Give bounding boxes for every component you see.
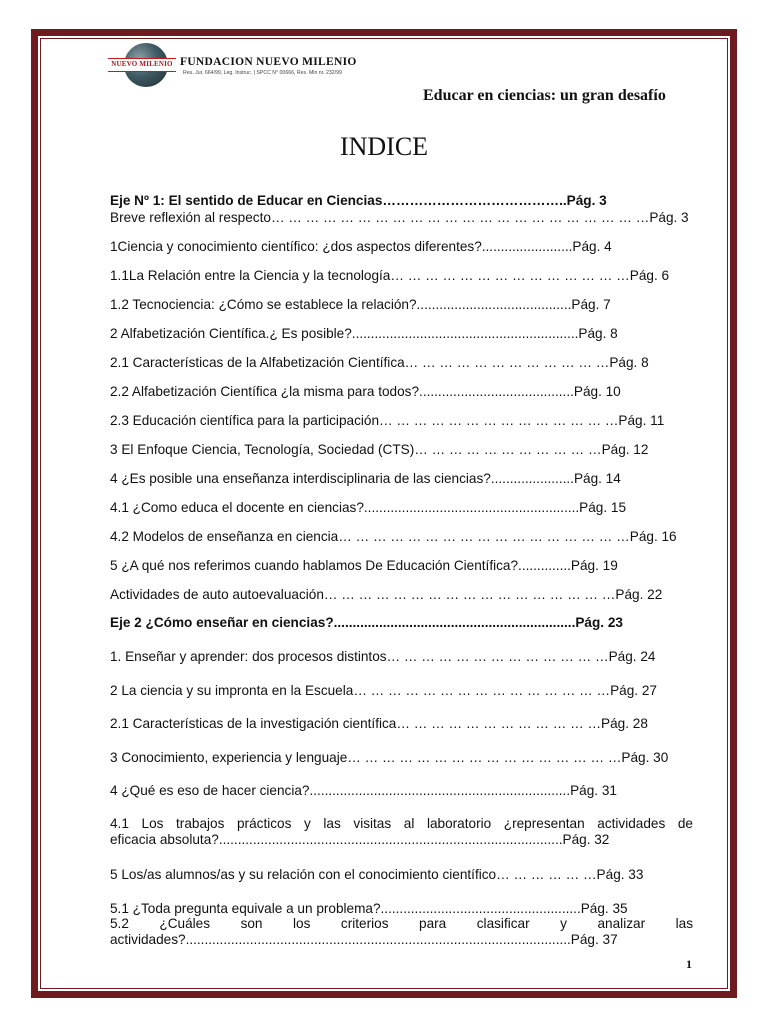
toc-entry: Actividades de auto autoevaluación… … … … … … … … … … … … … … … … …Pág. 22: [110, 587, 663, 602]
logo-band: NUEVO MILENIO: [108, 58, 176, 72]
toc-entry: [110, 916, 693, 948]
organization-name: FUNDACION NUEVO MILENIO: [180, 56, 357, 68]
toc-entry: [110, 816, 693, 848]
index-title: INDICE: [339, 132, 429, 161]
toc-entry: 2.3 Educación científica para la participación… … … … … … … … … … … … … …Pág. 11: [110, 413, 665, 428]
toc-entry-line: eficacia absoluta?...........................................................................................Pág. 32: [110, 832, 610, 847]
organization-registration: Res. Jur. 664/99, Leg. Instruc. | SPCC N° 00666, Res. Min nr. 232/99: [183, 70, 342, 76]
toc-entry-line: 5.2 ¿Cuáles son los criterios para clasificar y analizar las: [110, 916, 693, 931]
toc-entry: 1. Enseñar y aprender: dos procesos distintos… … … … … … … … … … … … …Pág. 24: [110, 649, 656, 664]
toc-entry: 2 Alfabetización Científica.¿ Es posible?............................................................Pág. 8: [110, 326, 618, 341]
toc-entry-line: 4.1 Los trabajos prácticos y las visitas al laboratorio ¿representan actividades de: [110, 816, 693, 831]
toc-entry: 2.2 Alfabetización Científica ¿la misma para todos?.........................................Pág. 10: [110, 384, 621, 399]
toc-entry: 1.1La Relación entre la Ciencia y la tecnología… … … … … … … … … … … … … …Pág. 6: [110, 268, 670, 283]
toc-entry: 4.1 ¿Como educa el docente en ciencias?.........................................................Pág. 15: [110, 500, 627, 515]
table-of-contents: [110, 0, 693, 1024]
page-number: 1: [686, 957, 692, 971]
toc-entry: 5 Los/as alumnos/as y su relación con el conocimiento científico… … … … … …Pág. 33: [110, 867, 644, 882]
toc-entry-line: actividades?......................................................................................................Pág. 37: [110, 932, 618, 947]
toc-entry: 5 ¿A qué nos referimos cuando hablamos De Educación Científica?..............Pág. 19: [110, 558, 618, 573]
course-title: Educar en ciencias: un gran desafío: [423, 87, 666, 104]
toc-entry: Eje Nº 1: El sentido de Educar en Ciencias…………………………………..Pág. 3: [110, 193, 607, 208]
toc-entry: 2.1 Características de la Alfabetización Científica… … … … … … … … … … … …Pág. 8: [110, 355, 649, 370]
toc-entry: 3 Conocimiento, experiencia y lenguaje… … … … … … … … … … … … … … … …Pág. 30: [110, 750, 669, 765]
toc-entry: Eje 2 ¿Cómo enseñar en ciencias?................................................................Pág. 23: [110, 615, 623, 630]
toc-entry: 2 La ciencia y su impronta en la Escuela… … … … … … … … … … … … … … …Pág. 27: [110, 683, 657, 698]
toc-entry: 3 El Enfoque Ciencia, Tecnología, Sociedad (CTS)… … … … … … … … … … …Pág. 12: [110, 442, 649, 457]
toc-entry: 1.2 Tecnociencia: ¿Cómo se establece la relación?.........................................Pág. 7: [110, 297, 611, 312]
toc-entry: 1Ciencia y conocimiento científico: ¿dos aspectos diferentes?........................Pág. 4: [110, 239, 612, 254]
toc-entry: 4.2 Modelos de enseñanza en ciencia… … … … … … … … … … … … … … … … …Pág. 16: [110, 529, 677, 544]
toc-entry: 2.1 Características de la investigación científica… … … … … … … … … … … …Pág. 28: [110, 716, 648, 731]
toc-entry: 4 ¿Qué es eso de hacer ciencia?.....................................................................Pág. 31: [110, 783, 617, 798]
toc-entry: 5.1 ¿Toda pregunta equivale a un problema?.....................................................Pág. 35: [110, 901, 628, 916]
toc-entry: 4 ¿Es posible una enseñanza interdisciplinaria de las ciencias?......................Pág. 14: [110, 471, 621, 486]
toc-entry: Breve reflexión al respecto… … … … … … … … … … … … … … … … … … … … … …Pág. 3: [110, 210, 689, 225]
